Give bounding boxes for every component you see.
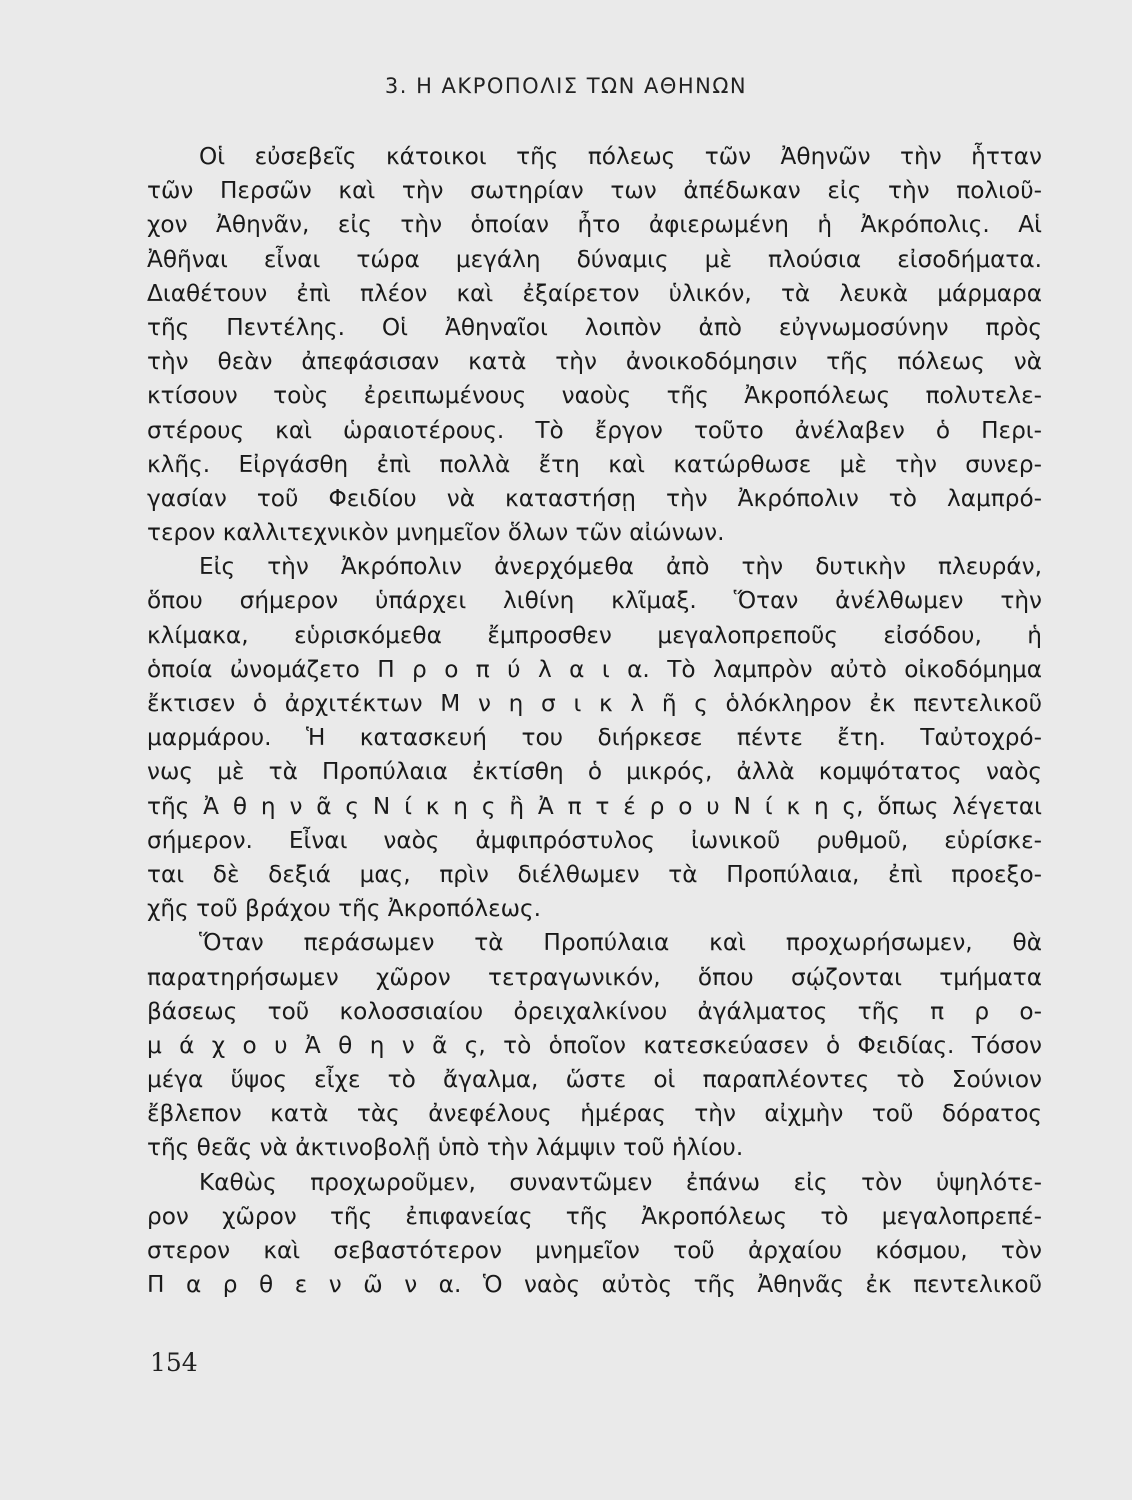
text-line: κλῆς. Εἰργάσθη ἐπὶ πολλὰ ἔτη καὶ κατώρθωσε μὲ τὴν συνερ- — [147, 450, 1042, 478]
text-line: ἔκτισεν ὁ ἀρχιτέκτων Μ ν η σ ι κ λ ῆ ς ὁλόκληρον ἐκ πεντελικοῦ — [147, 690, 1042, 717]
text-line: μέγα ὕψος εἶχε τὸ ἄγαλμα, ὥστε οἱ παραπλέοντες τὸ Σούνιον — [147, 1066, 1042, 1094]
text-line: τερον καλλιτεχνικὸν μνημεῖον ὅλων τῶν αἰώνων. — [147, 519, 725, 547]
text-line: τὴν θεὰν ἀπεφάσισαν κατὰ τὴν ἀνοικοδόμησιν τῆς πόλεως νὰ — [147, 348, 1042, 376]
text-line: νως μὲ τὰ Προπύλαια ἐκτίσθη ὁ μικρός, ἀλλὰ κομψότατος ναὸς — [147, 758, 1042, 786]
text-line: Π α ρ θ ε ν ῶ ν α. Ὁ ναὸς αὐτὸς τῆς Ἀθηνᾶς ἐκ πεντελικοῦ — [147, 1271, 1042, 1299]
text-line: Ὅταν περάσωμεν τὰ Προπύλαια καὶ προχωρήσωμεν, θὰ — [199, 929, 1042, 957]
text-line: κτίσουν τοὺς ἐρειπωμένους ναοὺς τῆς Ἀκροπόλεως πολυτελε- — [147, 382, 1042, 410]
text-line: ὁποία ὠνομάζετο Π ρ ο π ύ λ α ι α. Τὸ λαμπρὸν αὐτὸ οἰκοδόμημα — [147, 655, 1042, 683]
body-text — [147, 140, 1042, 1302]
text-line: μαρμάρου. Ἡ κατασκευή του διήρκεσε πέντε ἔτη. Ταὐτοχρό- — [147, 724, 1042, 752]
text-line: βάσεως τοῦ κολοσσιαίου ὀρειχαλκίνου ἀγάλματος τῆς π ρ ο- — [147, 997, 1042, 1025]
text-line: παρατηρήσωμεν χῶρον τετραγωνικόν, ὅπου σῴζονται τμήματα — [147, 963, 1042, 991]
text-line: κλίμακα, εὑρισκόμεθα ἔμπροσθεν μεγαλοπρεποῦς εἰσόδου, ἡ — [147, 621, 1042, 649]
text-line: τῆς Ἀ θ η ν ᾶ ς Ν ί κ η ς ἢ Ἀ π τ έ ρ ο υ Ν ί κ η ς, ὅπως λέγεται — [147, 792, 1042, 820]
text-line: τῶν Περσῶν καὶ τὴν σωτηρίαν των ἀπέδωκαν εἰς τὴν πολιοῦ- — [147, 177, 1042, 205]
text-line: χῆς τοῦ βράχου τῆς Ἀκροπόλεως. — [147, 895, 542, 923]
text-line: χον Ἀθηνᾶν, εἰς τὴν ὁποίαν ἦτο ἀφιερωμένη ἡ Ἀκρόπολις. Αἱ — [147, 211, 1042, 239]
text-line: ἔβλεπον κατὰ τὰς ἀνεφέλους ἡμέρας τὴν αἰχμὴν τοῦ δόρατος — [147, 1100, 1042, 1128]
text-line: μ ά χ ο υ Ἀ θ η ν ᾶ ς, τὸ ὁποῖον κατεσκεύασεν ὁ Φειδίας. Τόσον — [147, 1031, 1042, 1059]
running-head: 3. Η ΑΚΡΟΠΟΛΙΣ ΤΩΝ ΑΘΗΝΩΝ — [384, 74, 748, 98]
text-line: στερον καὶ σεβαστότερον μνημεῖον τοῦ ἀρχαίου κόσμου, τὸν — [147, 1237, 1042, 1264]
text-line: Οἱ εὐσεβεῖς κάτοικοι τῆς πόλεως τῶν Ἀθηνῶν τὴν ἧτταν — [199, 143, 1042, 170]
page-number: 154 — [150, 1348, 198, 1377]
text-line: γασίαν τοῦ Φειδίου νὰ καταστήσῃ τὴν Ἀκρόπολιν τὸ λαμπρό- — [147, 484, 1042, 512]
text-line: στέρους καὶ ὡραιοτέρους. Τὸ ἔργον τοῦτο ἀνέλαβεν ὁ Περι- — [147, 416, 1042, 444]
text-line: ὅπου σήμερον ὑπάρχει λιθίνη κλῖμαξ. Ὅταν ἀνέλθωμεν τὴν — [147, 587, 1042, 615]
text-line: ται δὲ δεξιά μας, πρὶν διέλθωμεν τὰ Προπύλαια, ἐπὶ προεξο- — [147, 860, 1042, 888]
text-line: τῆς θεᾶς νὰ ἀκτινοβολῇ ὑπὸ τὴν λάμψιν τοῦ ἡλίου. — [147, 1134, 744, 1162]
text-line: τῆς Πεντέλης. Οἱ Ἀθηναῖοι λοιπὸν ἀπὸ εὐγνωμοσύνην πρὸς — [147, 313, 1042, 341]
text-line: Διαθέτουν ἐπὶ πλέον καὶ ἐξαίρετον ὑλικόν, τὰ λευκὰ μάρμαρα — [147, 279, 1042, 307]
text-line: Εἰς τὴν Ἀκρόπολιν ἀνερχόμεθα ἀπὸ τὴν δυτικὴν πλευράν, — [199, 553, 1042, 581]
text-line: Ἀθῆναι εἶναι τώρα μεγάλη δύναμις μὲ πλούσια εἰσοδήματα. — [147, 245, 1042, 273]
text-line: ρον χῶρον τῆς ἐπιφανείας τῆς Ἀκροπόλεως τὸ μεγαλοπρεπέ- — [147, 1202, 1042, 1230]
text-line: Καθὼς προχωροῦμεν, συναντῶμεν ἐπάνω εἰς τὸν ὑψηλότε- — [199, 1168, 1042, 1196]
text-line: σήμερον. Εἶναι ναὸς ἀμφιπρόστυλος ἰωνικοῦ ρυθμοῦ, εὑρίσκε- — [147, 826, 1042, 854]
